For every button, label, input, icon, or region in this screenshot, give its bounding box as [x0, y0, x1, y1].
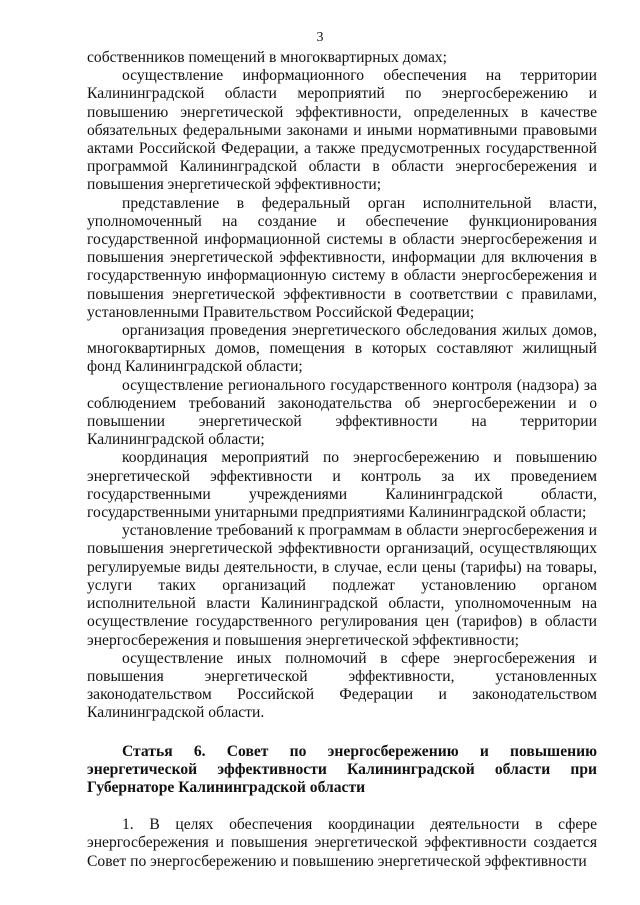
- paragraph-other-powers: осуществление иных полномочий в сфере энергосбережения и повышения энергетической эффективности, установленных законодательством Российской Федерации и законодательством Калининградской области.: [87, 649, 597, 722]
- article-6-heading: Статья 6. Совет по энергосбережению и повышению энергетической эффективности Калининградской области при Губернаторе Калининградской области: [87, 742, 597, 796]
- paragraph-energy-audit: организация проведения энергетического обследования жилых домов, многоквартирных домов, помещения в которых составляют жилищный фонд Калининградской области;: [87, 322, 597, 376]
- paragraph-continuation: собственников помещений в многоквартирных домах;: [87, 49, 447, 66]
- paragraph-program-requirements: установление требований к программам в области энергосбережения и повышения энергетической эффективности организаций, осуществляющих регулируемые виды деятельности, в случае, если цены (тарифы) на товары, услуги таких организаций подлежат установлению органом исполнительной власти Калининградской области, уполномоченным на осуществление государственного регулирования цен (тарифов) в области энергосбережения и повышения энергетической эффективности;: [87, 522, 597, 649]
- paragraph-information-system: представление в федеральный орган исполнительной власти, уполномоченный на создание и обеспечение функционирования государственной информационной системы в области энергосбережения и повышения энергетической эффективности, информации для включения в государственную информационную систему в области энергосбережения и повышения энергетической эффективности в соответствии с правилами, установленными Правительством Российской Федерации;: [87, 194, 597, 321]
- document-body: [87, 49, 597, 871]
- article-6-clause-1: 1. В целях обеспечения координации деятельности в сфере энергосбережения и повышения энергетической эффективности создается Совет по энергосбережению и повышению энергетической эффективности: [87, 816, 597, 870]
- paragraph-information-support: осуществление информационного обеспечения на территории Калининградской области мероприятий по энергосбережению и повышению энергетической эффективности, определенных в качестве обязательных федеральными законами и иными нормативными правовыми актами Российской Федерации, а также предусмотренных государственной программой Калининградской области в области энергосбережения и повышения энергетической эффективности;: [87, 67, 597, 194]
- paragraph-regional-control: осуществление регионального государственного контроля (надзора) за соблюдением требований законодательства об энергосбережении и о повышении энергетической эффективности на территории Калининградской области;: [87, 376, 597, 449]
- paragraph-coordination: координация мероприятий по энергосбережению и повышению энергетической эффективности и контроль за их проведением государственными учреждениями Калининградской области, государственными унитарными предприятиями Калининградской области;: [87, 449, 597, 522]
- page-number: 3: [316, 30, 324, 45]
